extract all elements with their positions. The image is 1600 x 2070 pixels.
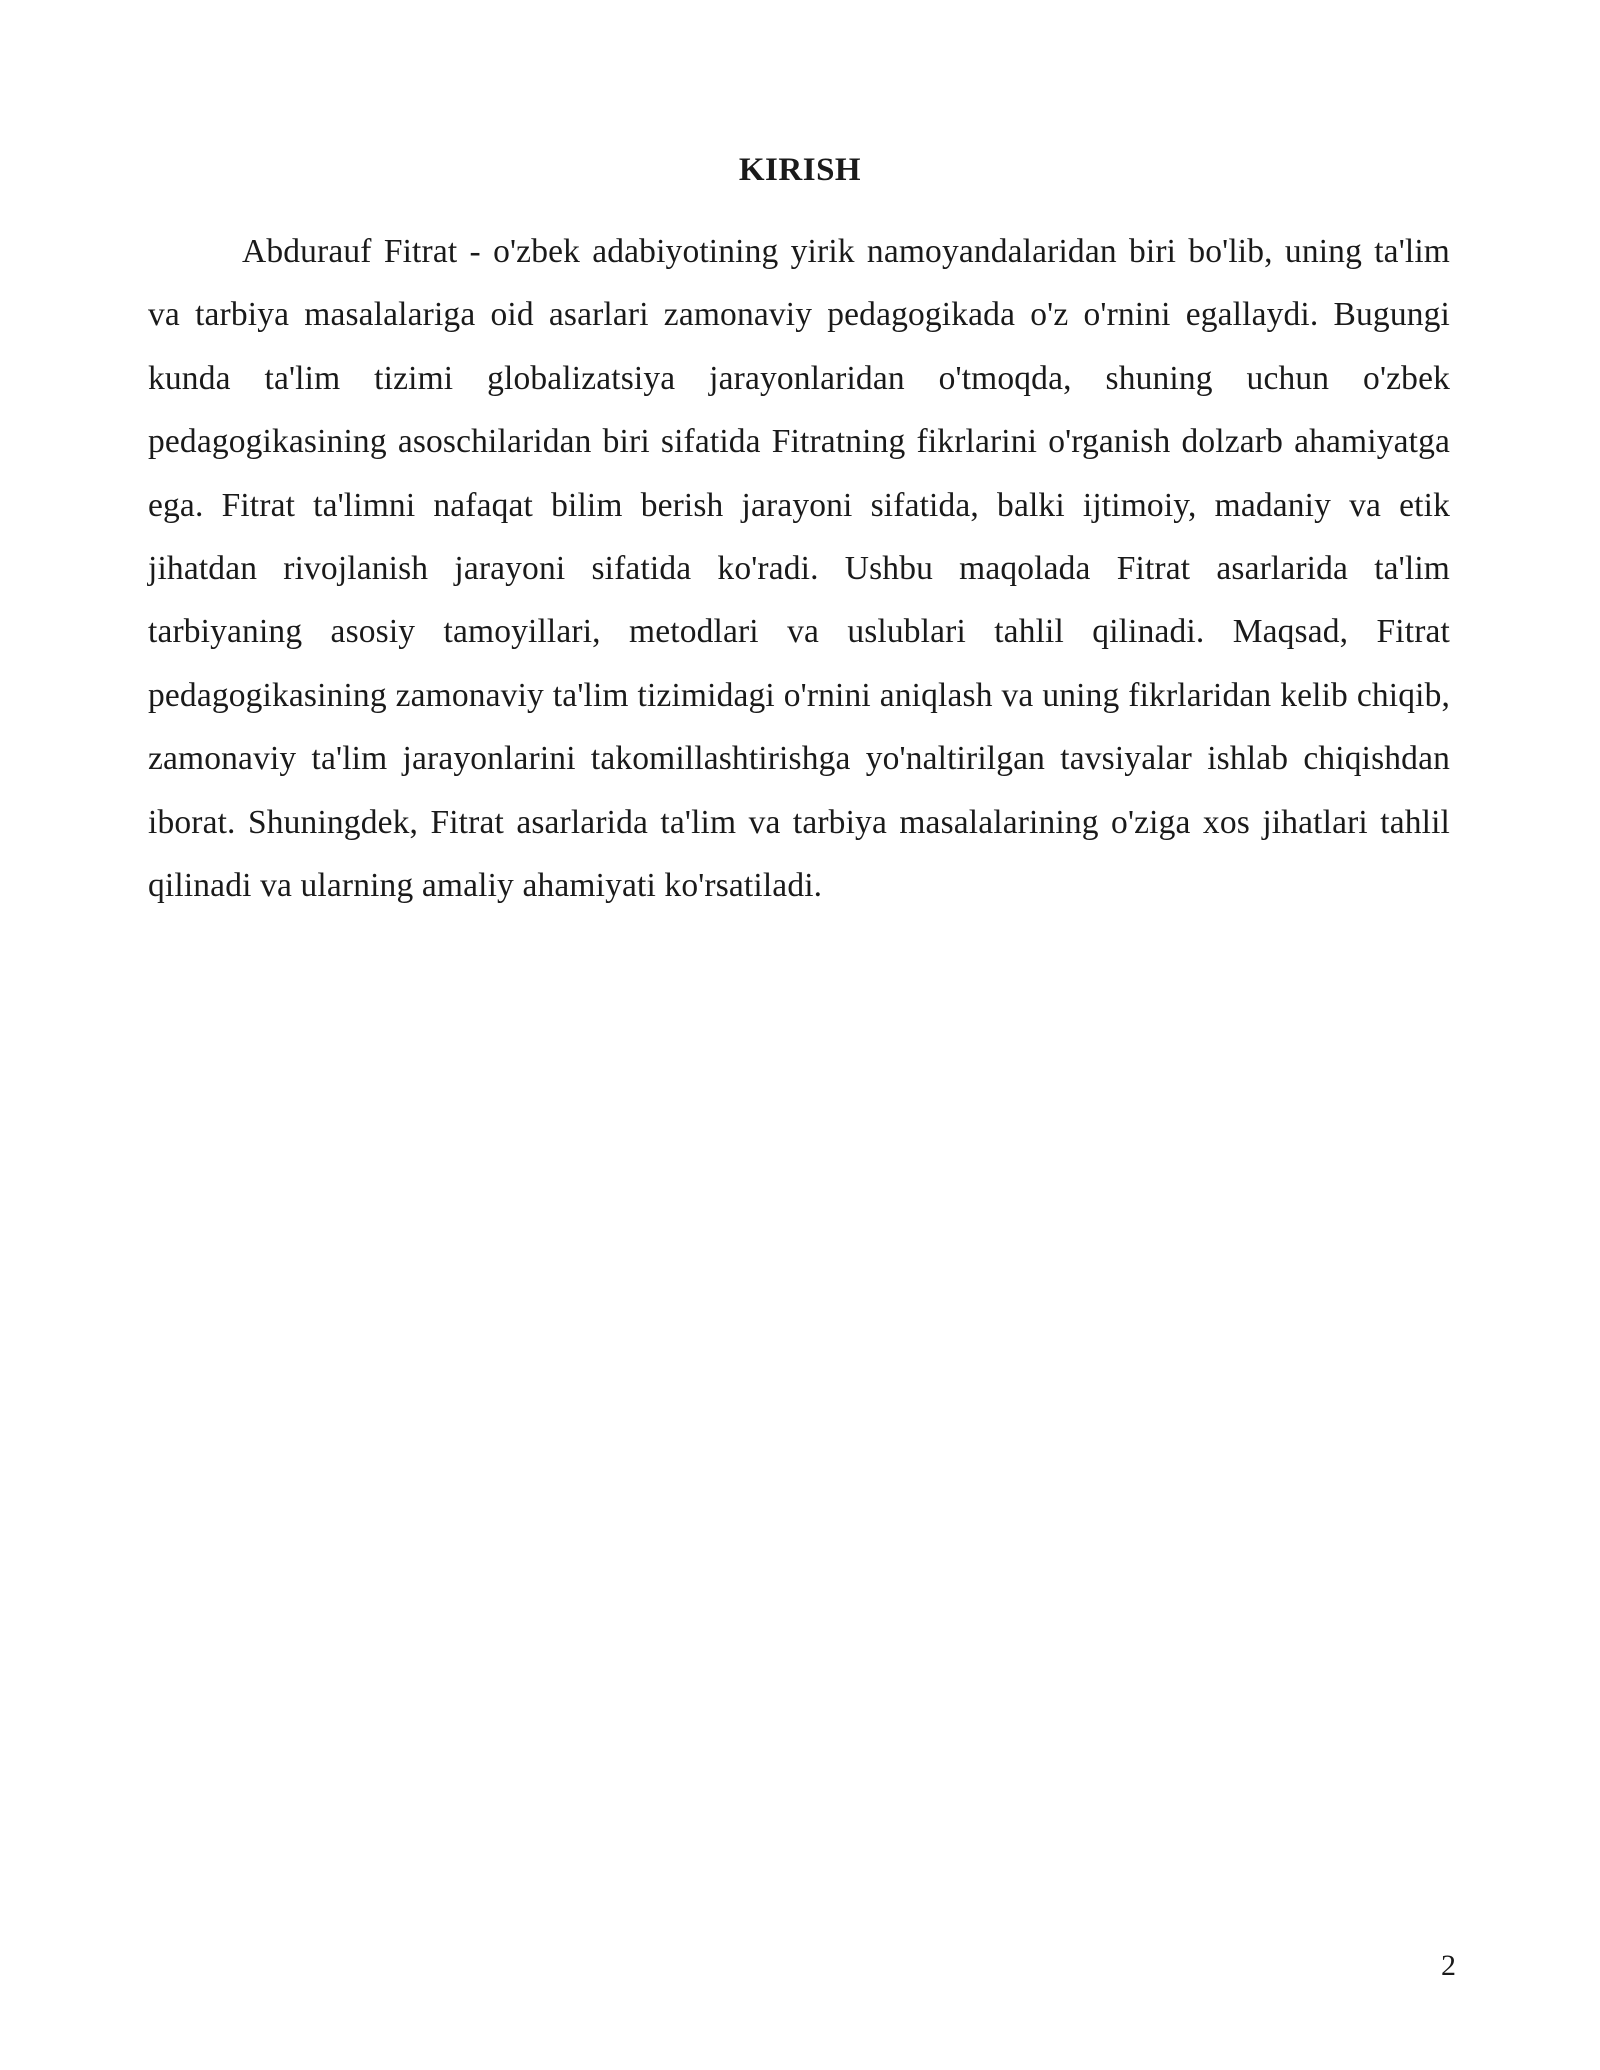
section-heading: KIRISH <box>738 152 862 188</box>
body-paragraph: Abdurauf Fitrat - o'zbek adabiyotining yirik namoyandalaridan biri bo'lib, uning ta'lim va tarbiya masalalariga oid asarlari zamonaviy pedagogikada o'z o'rnini egallaydi. Bugungi kunda ta'lim tizimi globalizatsiya jarayonlaridan o'tmoqda, shuning uchun o'zbek pedagogikasining asoschilaridan biri sifatida Fitratning fikrlarini o'rganish dolzarb ahamiyatga ega. Fitrat ta'limni nafaqat bilim berish jarayoni sifatida, balki ijtimoiy, madaniy va etik jihatdan rivojlanish jarayoni sifatida ko'radi. Ushbu maqolada Fitrat asarlarida ta'lim tarbiyaning asosiy tamoyillari, metodlari va uslublari tahlil qilinadi. Maqsad, Fitrat pedagogikasining zamonaviy ta'lim tizimidagi o'rnini aniqlash va uning fikrlaridan kelib chiqib, zamonaviy ta'lim jarayonlarini takomillashtirishga yo'naltirilgan tavsiyalar ishlab chiqishdan iborat. Shuningdek, Fitrat asarlarida ta'lim va tarbiya masalalarining o'ziga xos jihatlari tahlil qilinadi va ularning amaliy ahamiyati ko'rsatiladi. <box>148 233 1450 905</box>
page-number: 2 <box>1441 1949 1456 1982</box>
